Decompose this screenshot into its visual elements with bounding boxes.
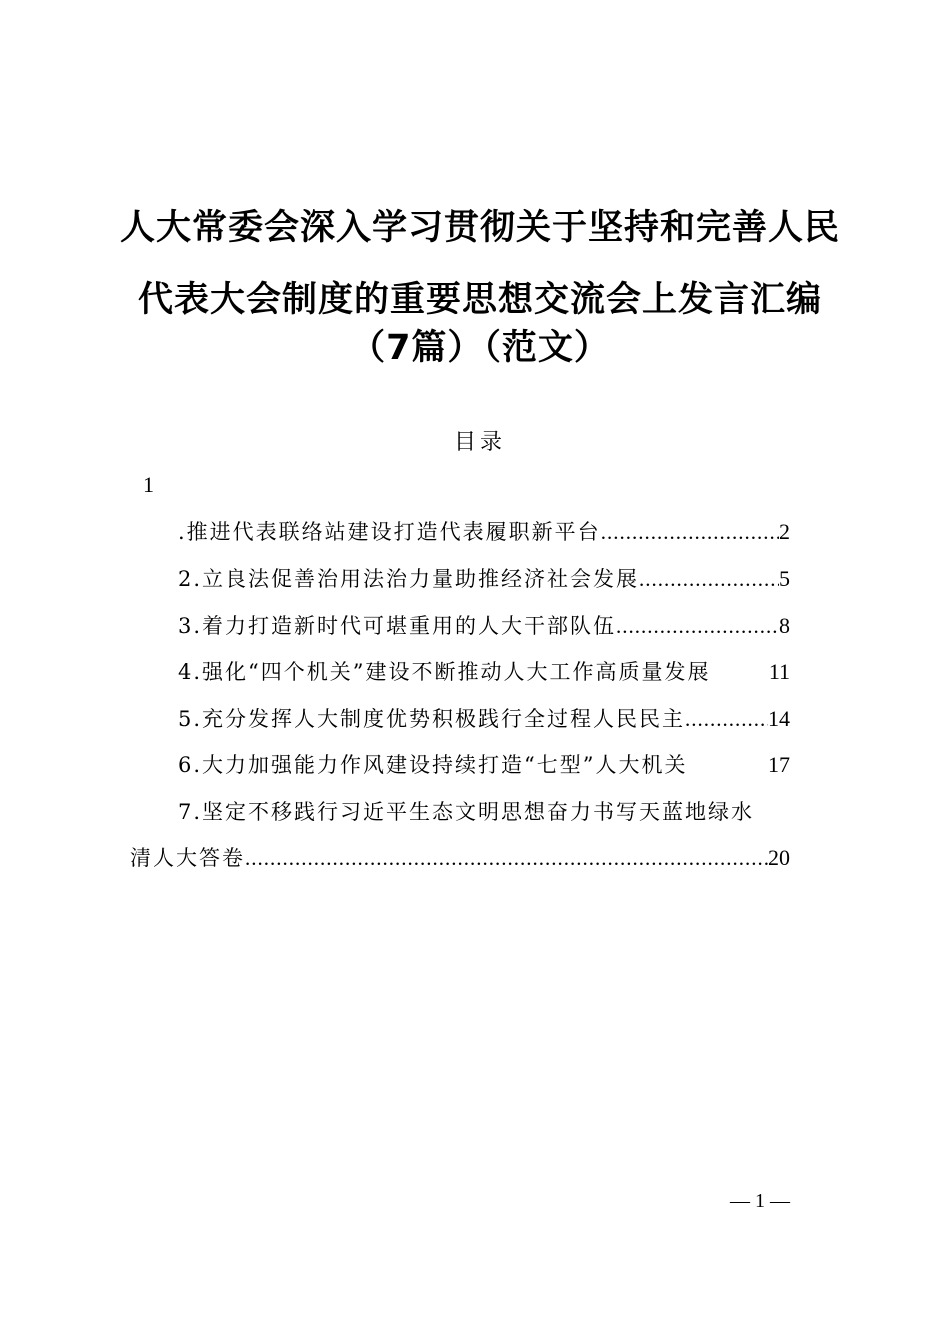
toc-item-title: 3.着力打造新时代可堪重用的人大干部队伍 [178,614,617,638]
page-number-footer: — 1 — [730,1190,790,1212]
toc-item-page: 14 [768,706,790,731]
toc-item-title-line-1[interactable]: 7.坚定不移践行习近平生态文明思想奋力书写天蓝地绿水 [178,800,755,824]
toc-item-title-line-2: 清人大答卷 [130,846,245,870]
document-title-line-2: 代表大会制度的重要思想交流会上发言汇编 [137,280,822,320]
toc-item[interactable] [178,656,790,688]
toc-item-title: 5.充分发挥人大制度优势积极践行全过程人民民主 [178,707,686,731]
toc-item[interactable] [178,516,790,548]
toc-item-title: .推进代表联络站建设打造代表履职新平台 [178,520,601,544]
toc-item-page: 20 [768,845,790,870]
toc-leader-dots [639,563,779,595]
toc-item-title: 2.立良法促善治用法治力量助推经济社会发展 [178,567,640,591]
toc-leader-dots [616,610,779,642]
toc-leader-dots [245,842,768,874]
document-title-line-3: （7篇）（范文） [350,328,610,368]
toc-item[interactable] [178,749,790,781]
toc-item[interactable] [178,563,790,595]
toc-item-page: 11 [768,659,790,684]
document-title-line-1: 人大常委会深入学习贯彻关于坚持和完善人民 [119,208,840,248]
toc-item-page: 5 [779,566,790,591]
toc-item[interactable] [178,610,790,642]
toc-leader-dots [685,703,768,735]
toc-item-title: 4.强化“四个机关”建设不断推动人大工作高质量发展 [178,660,711,684]
toc-heading: 目录 [453,430,506,455]
toc-item-page: 8 [779,613,790,638]
toc-number: 1 [143,472,154,497]
toc-item[interactable] [130,842,790,874]
toc-item-title: 6.大力加强能力作风建设持续打造“七型”人大机关 [178,753,688,777]
toc-item-page: 2 [779,519,790,544]
toc-item[interactable] [178,703,790,735]
toc-leader-dots [601,516,779,548]
toc-item-page: 17 [768,752,790,777]
